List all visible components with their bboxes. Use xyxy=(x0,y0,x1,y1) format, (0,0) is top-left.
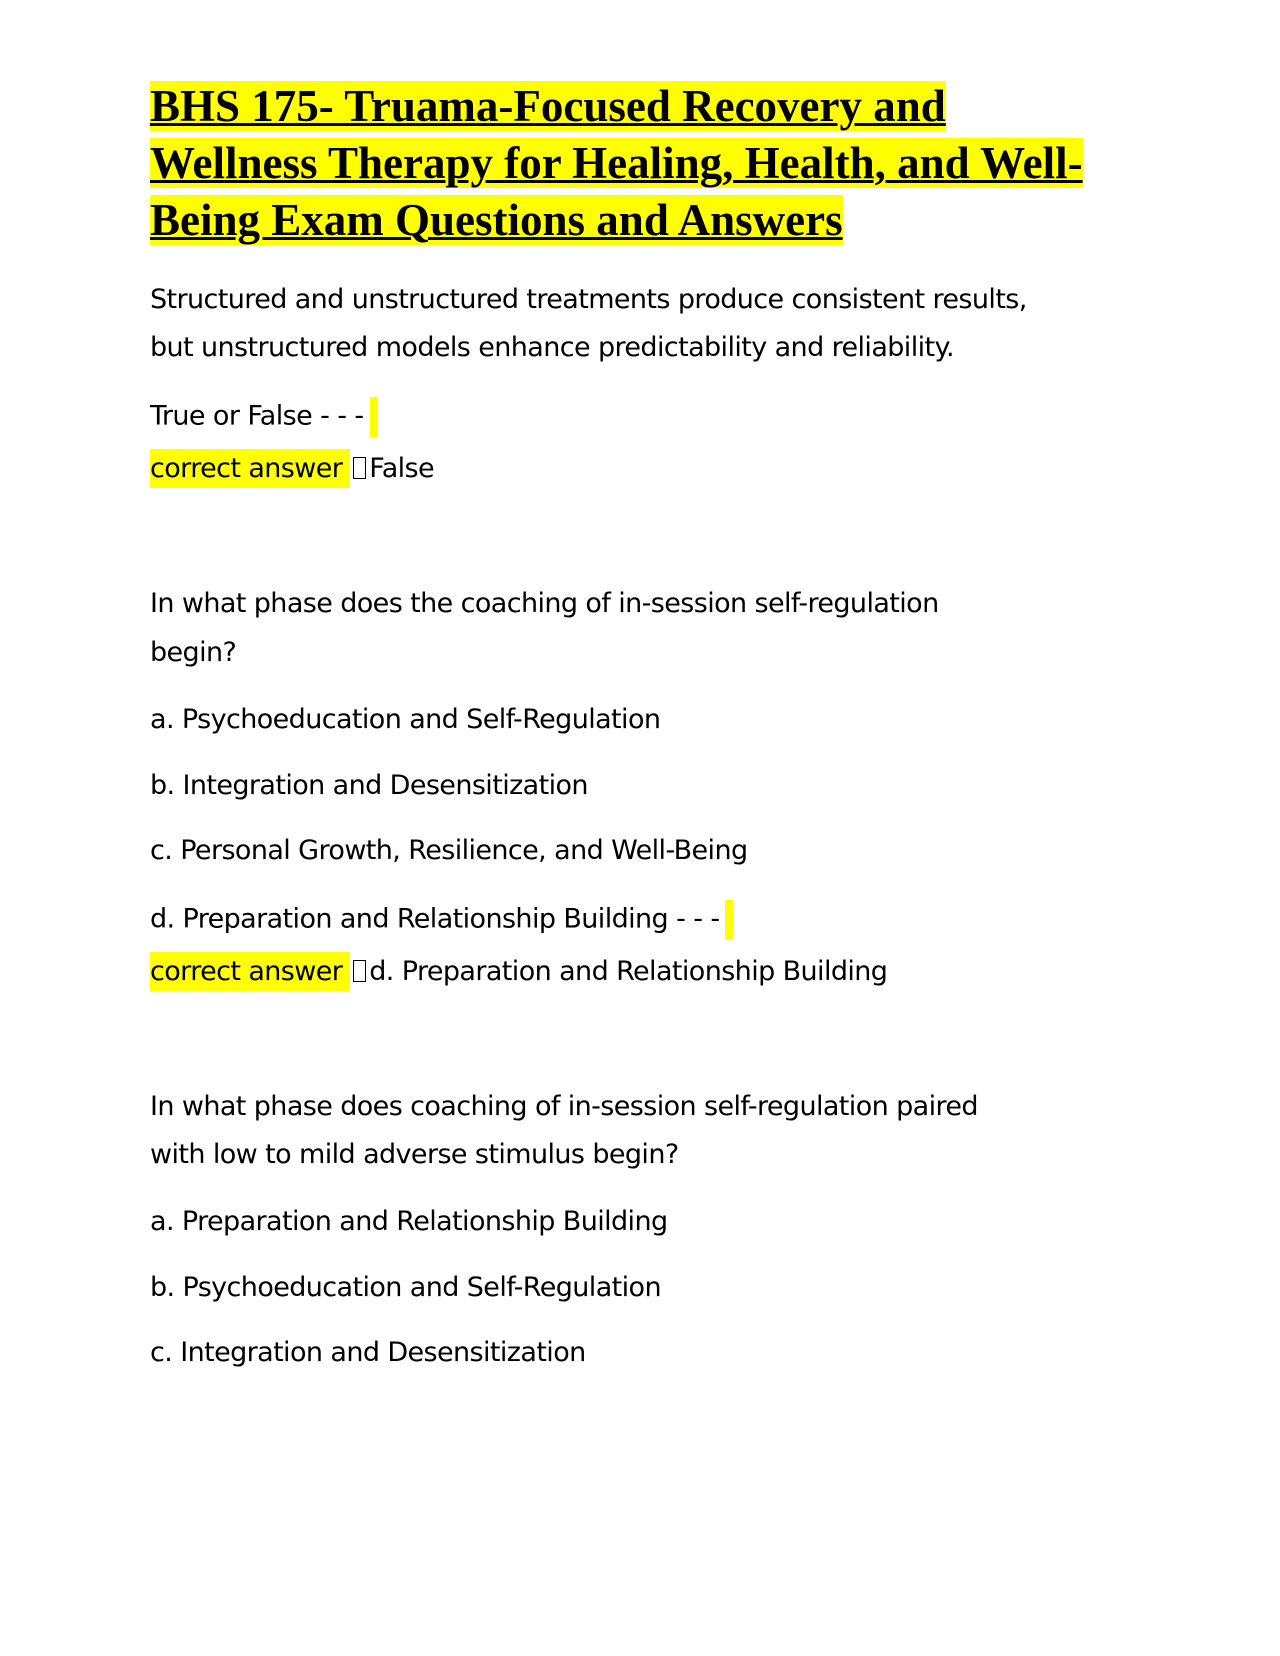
question-2-option-d: d. Preparation and Relationship Building - - - xyxy=(150,900,733,940)
question-2-text-line-2: begin? xyxy=(150,637,237,668)
missing-glyph-icon xyxy=(353,457,366,479)
document-title: BHS 175- Truama-Focused Recovery and Wellness Therapy for Healing, Health, and Well-Being Exam Questions and Answers xyxy=(150,81,1083,245)
question-1-text-line-2: but unstructured models enhance predictability and reliability. xyxy=(150,332,954,363)
question-3-text-line-1: In what phase does coaching of in-session self-regulation paired xyxy=(150,1091,978,1122)
question-3-option-a: a. Preparation and Relationship Building xyxy=(150,1206,668,1237)
question-2-option-c: c. Personal Growth, Resilience, and Well-Being xyxy=(150,835,748,866)
question-3-option-c: c. Integration and Desensitization xyxy=(150,1337,586,1368)
question-2-option-b: b. Integration and Desensitization xyxy=(150,770,588,801)
question-2-option-a: a. Psychoeducation and Self-Regulation xyxy=(150,704,661,735)
question-1-option: True or False - - - xyxy=(150,397,378,437)
question-2-answer: correct answer d. Preparation and Relationship Building xyxy=(150,954,887,990)
highlight-mark xyxy=(725,900,733,940)
question-3-option-b: b. Psychoeducation and Self-Regulation xyxy=(150,1272,661,1303)
highlight-mark xyxy=(370,397,378,437)
answer-label: correct answer xyxy=(150,449,350,488)
question-2-text-line-1: In what phase does the coaching of in-session self-regulation xyxy=(150,588,939,619)
question-3-text-line-2: with low to mild adverse stimulus begin? xyxy=(150,1139,679,1170)
question-1-answer: correct answer False xyxy=(150,451,434,487)
missing-glyph-icon xyxy=(353,960,366,982)
question-1-text-line-1: Structured and unstructured treatments produce consistent results, xyxy=(150,284,1027,315)
answer-label: correct answer xyxy=(150,952,350,991)
